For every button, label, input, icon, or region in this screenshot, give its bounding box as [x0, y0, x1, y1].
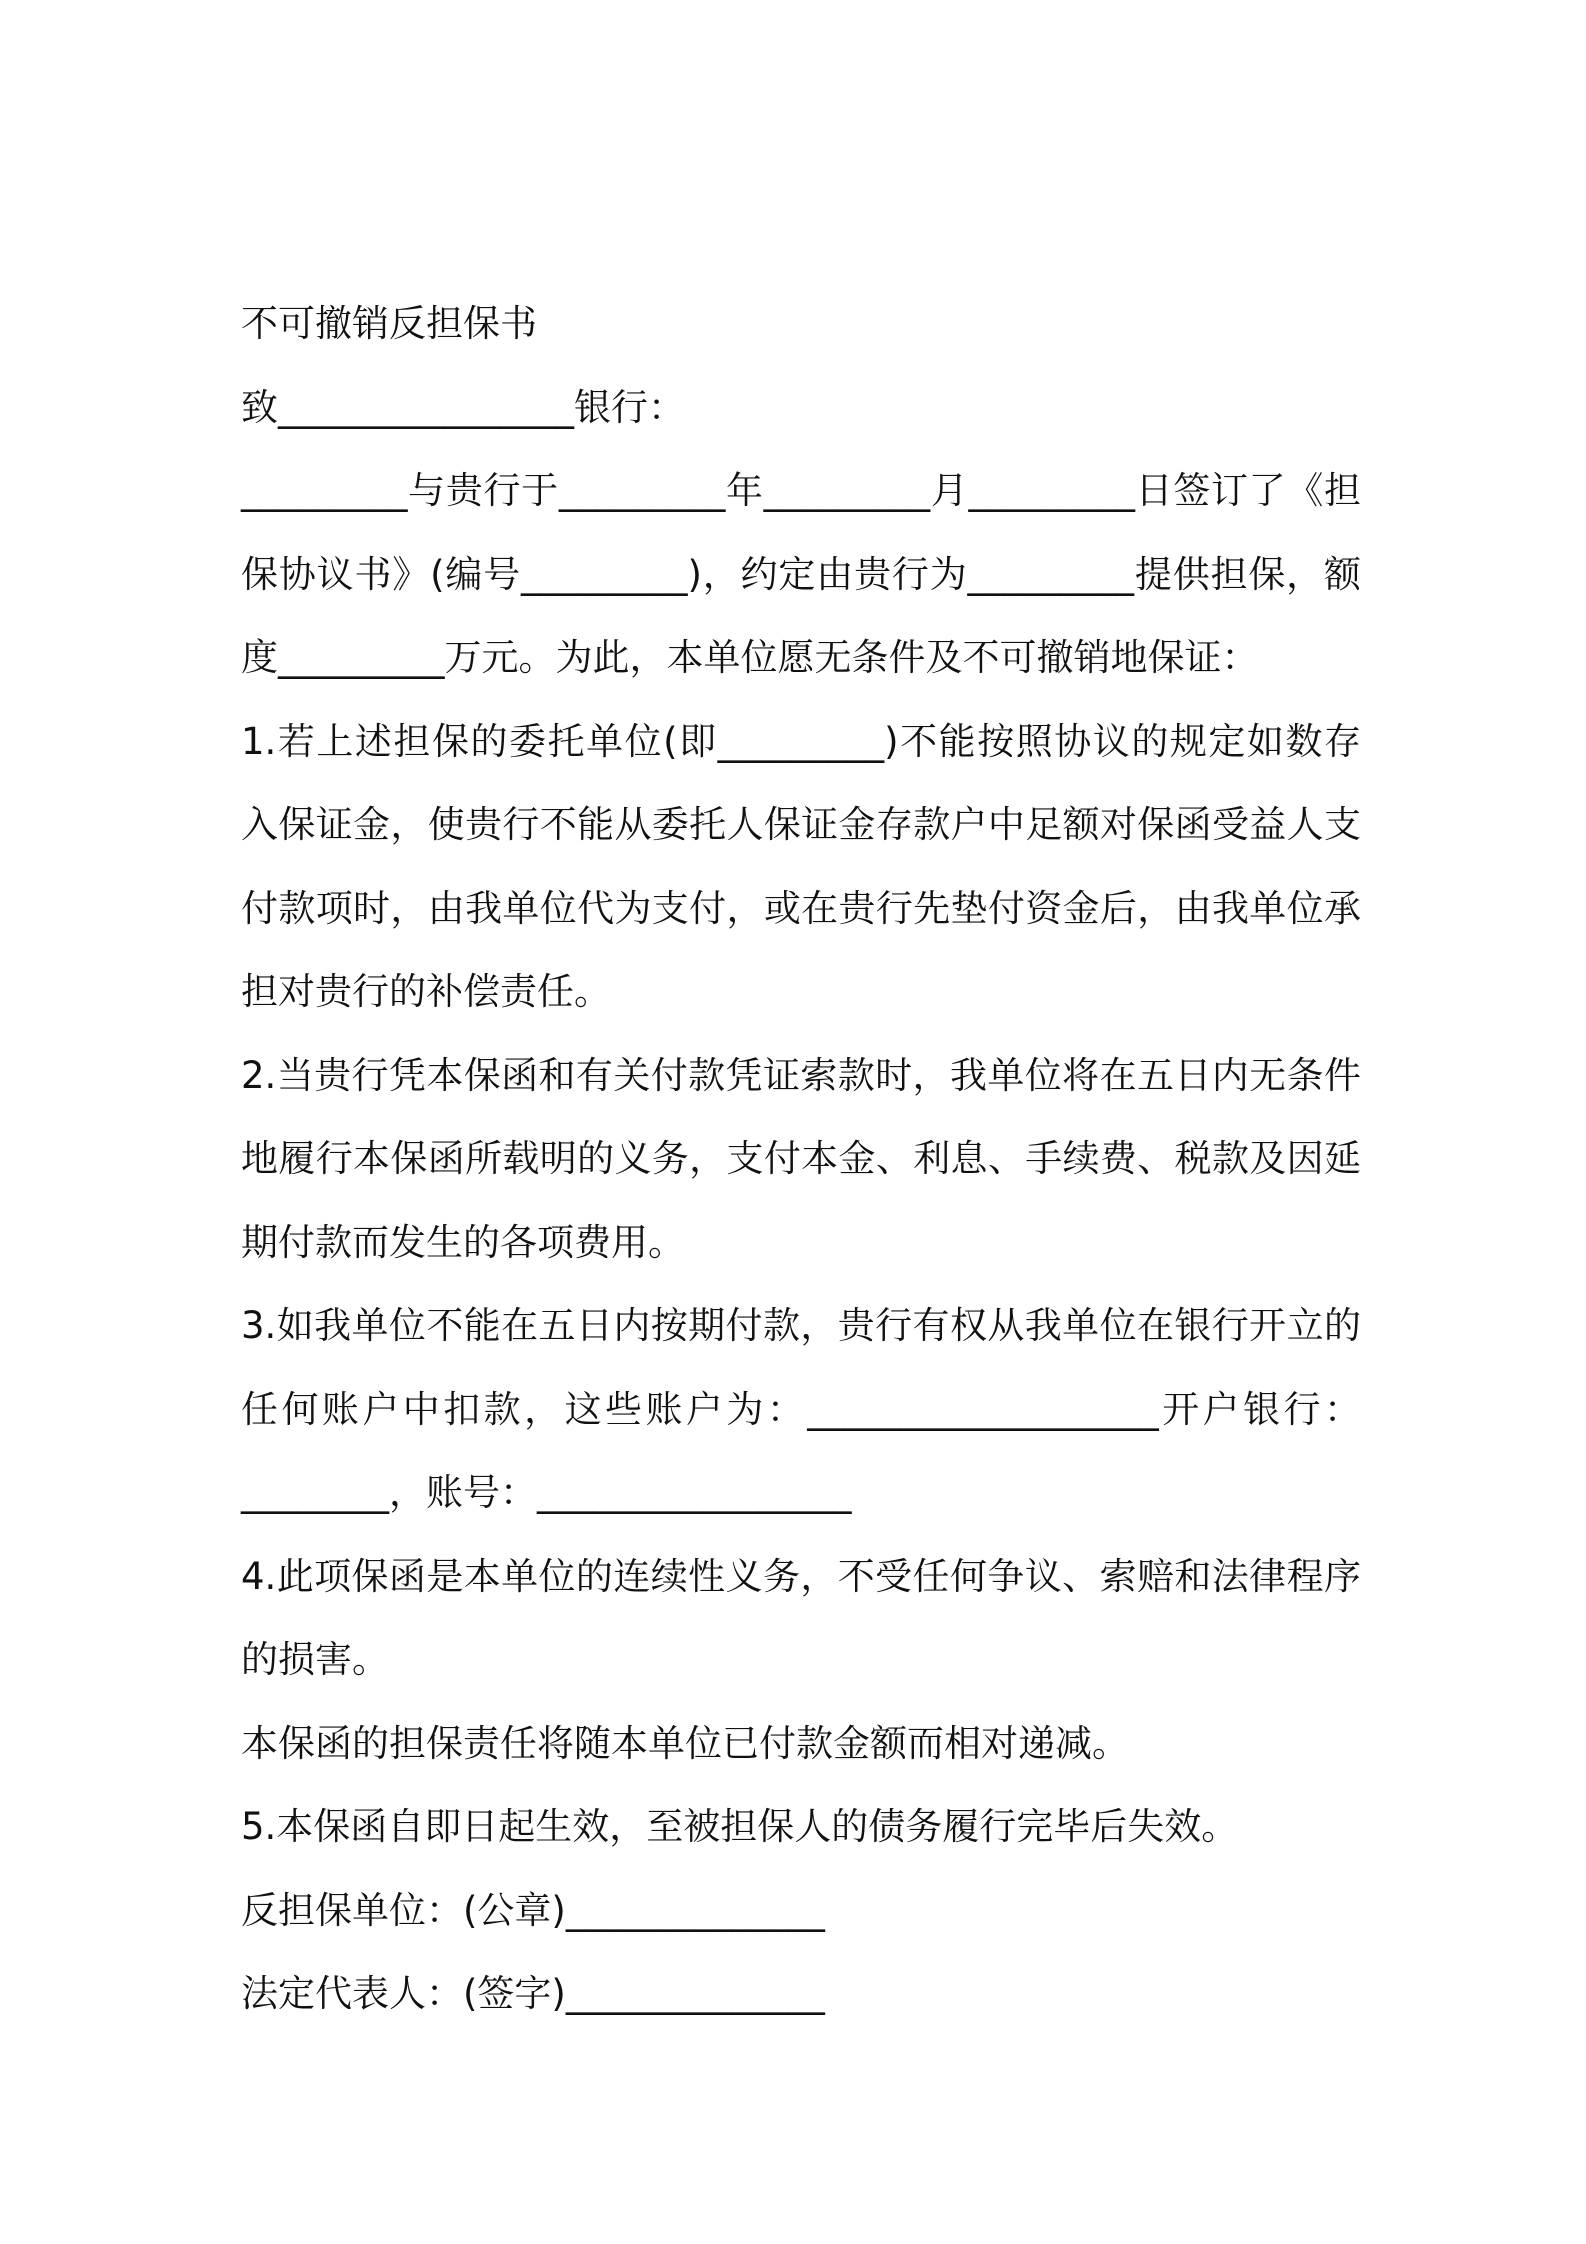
clause-1-line: 担对贵行的补偿责任。: [241, 970, 611, 1013]
clause-2-line: 2.当贵行凭本保函和有关付款凭证索款时，我单位将在五日内无条件: [241, 1053, 1361, 1097]
body-line: 保协议书》(编号_________)，约定由贵行为_________提供担保，额: [241, 552, 1361, 596]
clause-2-line: 地履行本保函所载明的义务，支付本金、利息、手续费、税款及因延: [241, 1137, 1361, 1180]
addressee-line: 致________________银行：: [241, 385, 685, 429]
clause-3-line: 3.如我单位不能在五日内按期付款，贵行有权从我单位在银行开立的: [241, 1304, 1361, 1347]
clause-4-line: 的损害。: [241, 1638, 389, 1681]
clause-5-line: 5.本保函自即日起生效，至被担保人的债务履行完毕后失效。: [241, 1805, 1239, 1848]
legal-representative-signature-line: 法定代表人：(签字)______________: [241, 1972, 825, 2015]
counter-guarantor-seal-line: 反担保单位：(公章)______________: [241, 1888, 825, 1932]
body-line: 度_________万元。为此，本单位愿无条件及不可撤销地保证：: [241, 636, 1259, 679]
clause-2-line: 期付款而发生的各项费用。: [241, 1220, 685, 1264]
clause-1-line: 入保证金，使贵行不能从委托人保证金存款户中足额对保函受益人支: [241, 803, 1361, 846]
body-line: _________与贵行于_________年_________月_________日签订了《担: [241, 469, 1361, 512]
clause-4-line: 4.此项保函是本单位的连续性义务，不受任何争议、索赔和法律程序: [241, 1554, 1361, 1598]
document-title: 不可撤销反担保书: [241, 302, 537, 345]
document-body: [241, 282, 1361, 2036]
clause-1-line: 付款项时，由我单位代为支付，或在贵行先垫付资金后，由我单位承: [241, 886, 1361, 930]
clause-3-line: ________，账号：_________________: [241, 1471, 852, 1514]
clause-note-line: 本保函的担保责任将随本单位已付款金额而相对递减。: [241, 1721, 1129, 1765]
clause-1-line: 1.若上述担保的委托单位(即_________)不能按照协议的规定如数存: [241, 719, 1361, 763]
clause-3-line: 任何账户中扣款，这些账户为：___________________开户银行：: [241, 1387, 1361, 1431]
